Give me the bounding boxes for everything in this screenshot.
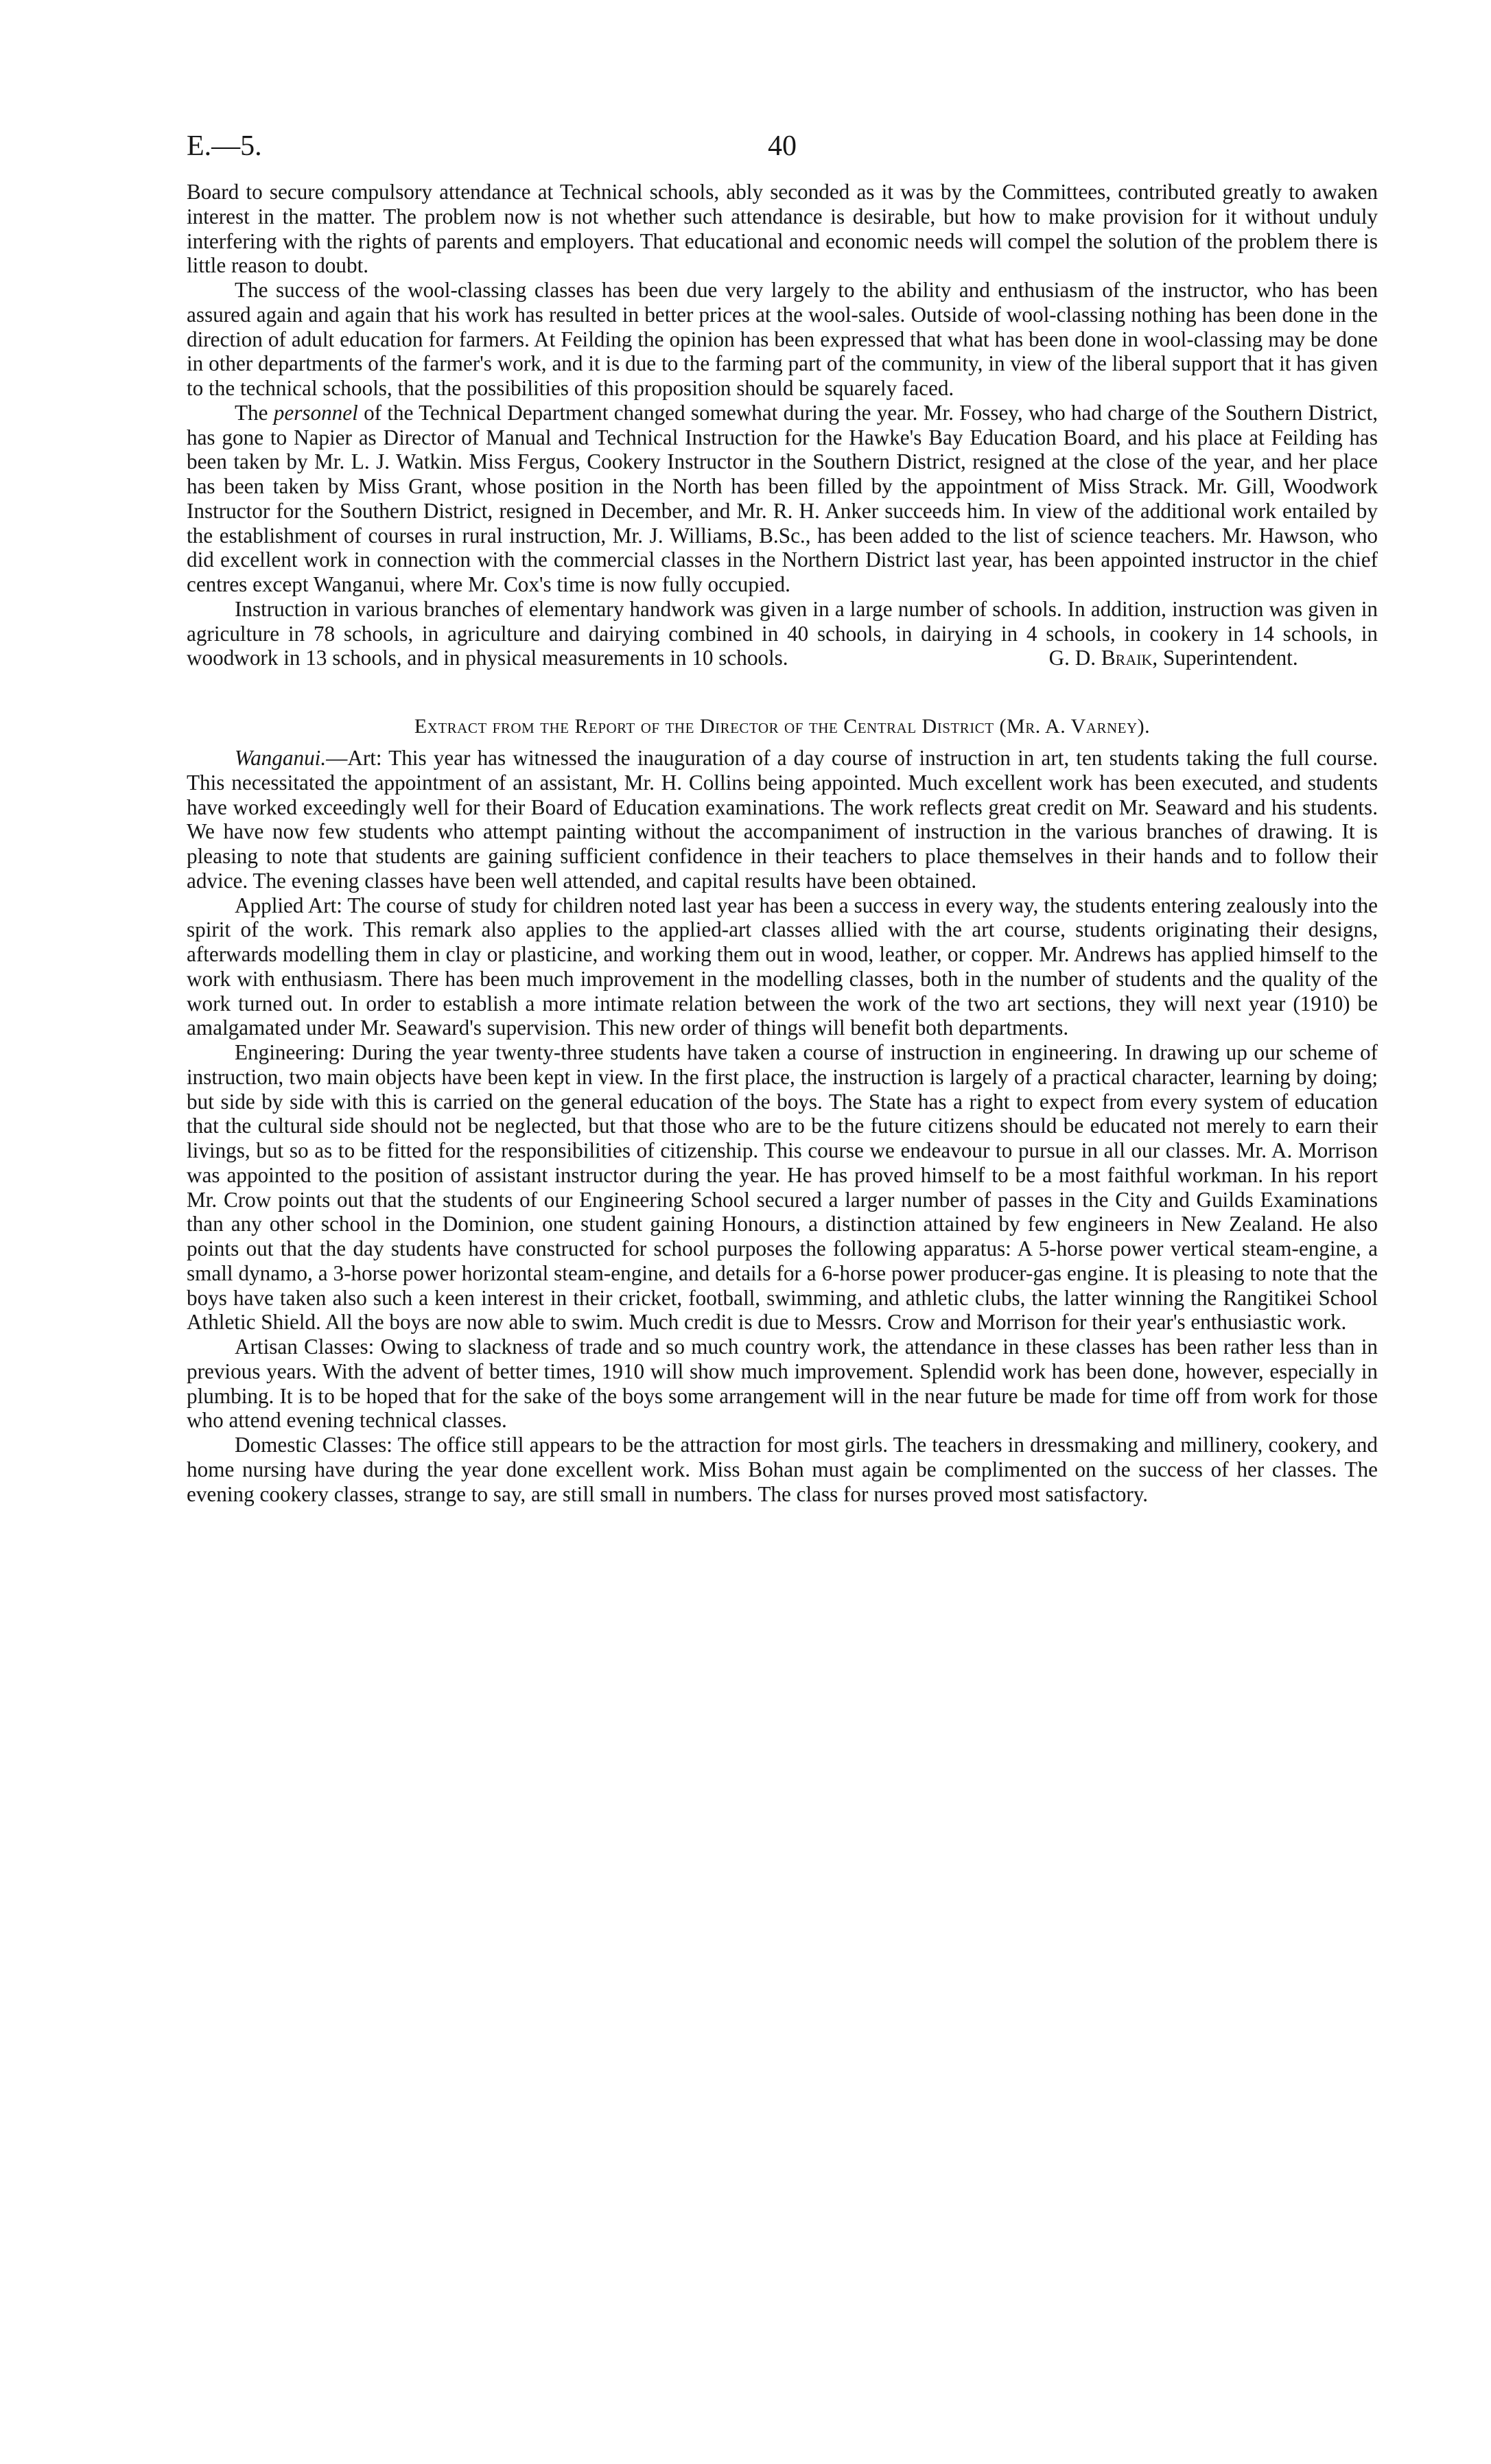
page-header: [187, 122, 1378, 170]
personnel-italic: personnel: [273, 400, 358, 425]
personnel-text: of the Technical Department changed somewhat during the year. Mr. Fossey, who had charge of the Southern District, has gone to Napier as Director of Manual and Technical Instruction for the Hawke's Bay Education Board, and his place at Feilding has been taken by Mr. L. J. Watkin. Miss Fergus, Cookery Instructor in the Southern District, resigned at the close of the year, and her place has been taken by Miss Grant, whose position in the North has been filled by the appointment of Miss Strack. Mr. Gill, Woodwork Instructor for the Southern District, resigned in December, and Mr. R. H. Anker succeeds him. In view of the additional work entailed by the establishment of courses in rural instruction, Mr. J. Williams, B.Sc., has been added to the list of science teachers. Mr. Hawson, who did excellent work in connection with the commercial classes in the Northern District last year, has been appointed instructor in the chief centres except Wanganui, where Mr. Cox's time is now fully occupied.: [187, 400, 1378, 596]
instruction-text: Instruction in various branches of elementary handwork was given in a large number of schools. In addition, instruction was given in agriculture in 78 schools, in agriculture and dairying combined in 40 schools, in dairying in 4 schools, in cookery in 14 schools, in woodwork in 13 schools, and in physical measurements in 10 schools.: [187, 596, 1378, 670]
section-heading: Extract from the Report of the Director of the Central District (Mr. A. Varney).: [414, 715, 1151, 738]
signature: G. D. Braik, Superintendent.: [1048, 646, 1298, 670]
paragraph-wanganui-art: [187, 746, 1378, 893]
paragraph-artisan-classes: Artisan Classes: Owing to slackness of trade and so much country work, the attendance in these classes has been rather less than in previous years. With the advent of better times, 1910 will show much improvement. Splendid work has been done, however, especially in plumbing. It is to be hoped that for the sake of the boys some arrangement will in the near future be made for time off from work for those who attend evening technical classes.: [187, 1335, 1378, 1433]
paragraph-compulsory-attendance: Board to secure compulsory attendance at Technical schools, ably seconded as it was by the Committees, contributed greatly to awaken interest in the matter. The problem now is not whether such attendance is desirable, but how to make provision for it without unduly interfering with the rights of parents and employers. That educational and economic needs will compel the solution of the problem there is little reason to doubt.: [187, 180, 1378, 278]
page-number: 40: [768, 130, 797, 162]
personnel-pre: The: [235, 400, 274, 425]
wanganui-text: —Art: This year has witnessed the inauguration of a day course of instruction in art, ten students taking the full course. This necessitated the appointment of an assistant, Mr. H. Collins being appointed. Much excellent work has been executed, and students have worked exceedingly well for their Board of Education examinations. The work reflects great credit on Mr. Seaward and his students. We have now few students who attempt painting without the accompaniment of instruction in the various branches of drawing. It is pleasing to note that students are gaining sufficient confidence in their teachers to place themselves in their hands and to follow their advice. The evening classes have been well attended, and capital results have been obtained.: [187, 746, 1378, 893]
paragraph-engineering: Engineering: During the year twenty-three students have taken a course of instruction in engineering. In drawing up our scheme of instruction, two main objects have been kept in view. In the first place, the instruction is largely of a practical character, learning by doing; but side by side with this is carried on the general education of the boys. The State has a right to expect from every system of education that the cultural side should not be neglected, but that those who are to be the future citizens should be educated not merely to earn their livings, but so as to be fitted for the responsibilities of citizenship. This course we endeavour to pursue in all our classes. Mr. A. Morrison was appointed to the position of assistant instructor during the year. He has proved himself to be a most faithful workman. In his report Mr. Crow points out that the students of our Engineering School secured a larger number of passes in the City and Guilds Examinations than any other school in the Dominion, one student gaining Honours, a distinction attained by few engineers in New Zealand. He also points out that the day students have constructed for school purposes the following apparatus: A 5-horse power vertical steam-engine, a small dynamo, a 3-horse power horizontal steam-engine, and details for a 6-horse power producer-gas engine. It is pleasing to note that the boys have taken also such a keen interest in their cricket, football, swimming, and athletic clubs, the latter winning the Rangitikei School Athletic Shield. All the boys are now able to swim. Much credit is due to Messrs. Crow and Morrison for their year's enthusiastic work.: [187, 1040, 1378, 1335]
paragraph-applied-art: Applied Art: The course of study for children noted last year has been a success in every way, the students entering zealously into the spirit of the work. This remark also applies to the applied-art classes allied with the art course, students originating their designs, afterwards modelling them in clay or plasticine, and working them out in wood, leather, or copper. Mr. Andrews has applied himself to the work with enthusiasm. There has been much improvement in the modelling classes, both in the number of students and the quality of the work turned out. In order to establish a more intimate relation between the work of the two art sections, they will next year (1910) be amalgamated under Mr. Seaward's supervision. This new order of things will benefit both departments.: [187, 893, 1378, 1040]
paragraph-personnel: [187, 401, 1378, 597]
place-wanganui: Wanganui.: [235, 746, 327, 770]
paragraph-instruction: [187, 597, 1378, 670]
paragraph-domestic-classes: Domestic Classes: The office still appears to be the attraction for most girls. The teachers in dressmaking and millinery, cookery, and home nursing have during the year done excellent work. Miss Bohan must again be complimented on the success of her classes. The evening cookery classes, strange to say, are still small in numbers. The class for nurses proved most satisfactory.: [187, 1433, 1378, 1506]
document-page: [187, 122, 1378, 1506]
paragraph-wool-classing: The success of the wool-classing classes has been due very largely to the ability and enthusiasm of the instructor, who has been assured again and again that his work has resulted in better prices at the wool-sales. Outside of wool-classing nothing has been done in the direction of adult education for farmers. At Feilding the opinion has been expressed that what has been done in wool-classing may be done in other departments of the farmer's work, and it is due to the farming part of the community, in view of the liberal support that it has given to the technical schools, that the possibilities of this proposition should be squarely faced.: [187, 278, 1378, 400]
document-reference: E.—5.: [187, 130, 262, 162]
